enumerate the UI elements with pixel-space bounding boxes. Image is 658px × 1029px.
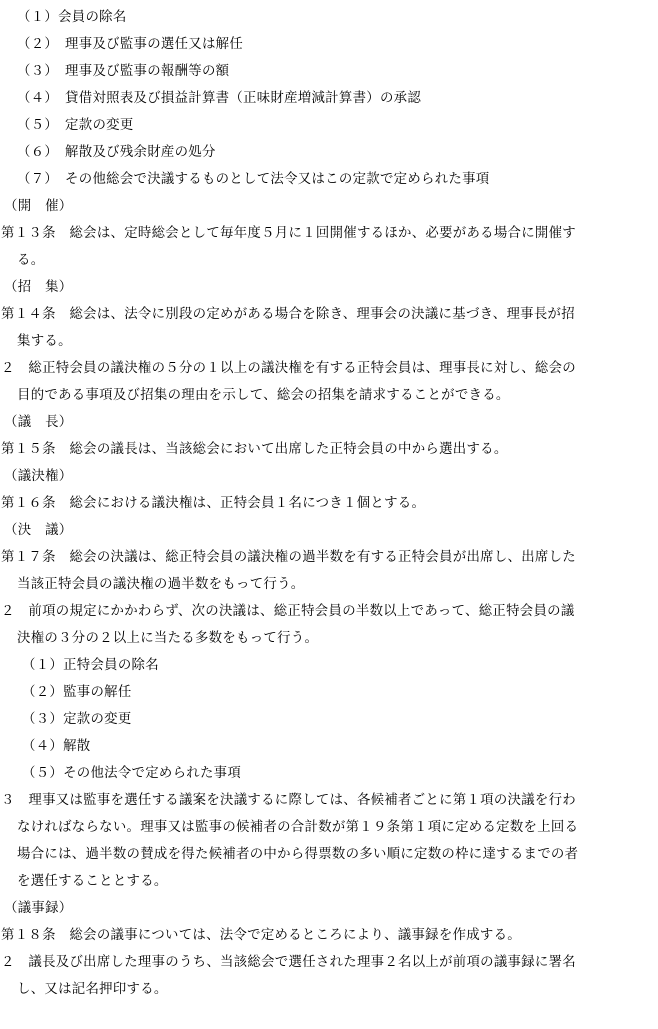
text-line: （１）正特会員の除名 bbox=[22, 658, 159, 673]
text-line: （６） 解散及び残余財産の処分 bbox=[17, 145, 216, 160]
text-line: （議 長） bbox=[4, 415, 73, 430]
text-line: 目的である事項及び招集の理由を示して、総会の招集を請求することができる。 bbox=[17, 388, 510, 403]
text-line: を選任することとする。 bbox=[17, 874, 168, 889]
text-line: 第１５条 総会の議長は、当該総会において出席した正特会員の中から選出する。 bbox=[1, 442, 508, 457]
text-line: （議事録） bbox=[4, 901, 73, 916]
text-line: （開 催） bbox=[4, 199, 73, 214]
text-line: （３）定款の変更 bbox=[22, 712, 132, 727]
text-line: （５）その他法令で定められた事項 bbox=[22, 766, 242, 781]
text-line: ２ 前項の規定にかかわらず、次の決議は、総正特会員の半数以上であって、総正特会員の議 bbox=[1, 604, 575, 619]
text-line: （決 議） bbox=[4, 523, 73, 538]
text-line: 決権の３分の２以上に当たる多数をもって行う。 bbox=[17, 631, 319, 646]
text-line: （１）会員の除名 bbox=[17, 10, 127, 25]
text-line: （７） その他総会で決議するものとして法令又はこの定款で定められた事項 bbox=[17, 172, 490, 187]
text-line: 集する。 bbox=[17, 334, 72, 349]
text-line: （３） 理事及び監事の報酬等の額 bbox=[17, 64, 230, 79]
text-line: （４）解散 bbox=[22, 739, 91, 754]
text-line: 当該正特会員の議決権の過半数をもって行う。 bbox=[17, 577, 305, 592]
text-line: る。 bbox=[17, 253, 45, 268]
text-line: し、又は記名押印する。 bbox=[17, 982, 168, 997]
text-line: 第１４条 総会は、法令に別段の定めがある場合を除き、理事会の決議に基づき、理事長が招 bbox=[1, 307, 575, 322]
text-line: ３ 理事又は監事を選任する議案を決議するに際しては、各候補者ごとに第１項の決議を行わ bbox=[1, 793, 577, 808]
text-line: （５） 定款の変更 bbox=[17, 118, 134, 133]
text-line: 第１３条 総会は、定時総会として毎年度５月に１回開催するほか、必要がある場合に開催す bbox=[1, 226, 577, 241]
text-line: （２）監事の解任 bbox=[22, 685, 132, 700]
text-line: （招 集） bbox=[4, 280, 73, 295]
text-line: ２ 総正特会員の議決権の５分の１以上の議決権を有する正特会員は、理事長に対し、総会の bbox=[1, 361, 577, 376]
text-line: 第１６条 総会における議決権は、正特会員１名につき１個とする。 bbox=[1, 496, 426, 511]
text-line: （議決権） bbox=[4, 469, 73, 484]
text-line: （２） 理事及び監事の選任又は解任 bbox=[17, 37, 244, 52]
text-line: なければならない。理事又は監事の候補者の合計数が第１９条第１項に定める定数を上回る bbox=[17, 820, 579, 835]
text-line: 第１８条 総会の議事については、法令で定めるところにより、議事録を作成する。 bbox=[1, 928, 521, 943]
text-line: ２ 議長及び出席した理事のうち、当該総会で選任された理事２名以上が前項の議事録に署名 bbox=[1, 955, 577, 970]
text-line: 第１７条 総会の決議は、総正特会員の議決権の過半数を有する正特会員が出席し、出席した bbox=[1, 550, 577, 565]
text-line: （４） 貸借対照表及び損益計算書（正味財産増減計算書）の承認 bbox=[17, 91, 422, 106]
text-line: 場合には、過半数の賛成を得た候補者の中から得票数の多い順に定数の枠に達するまでの者 bbox=[17, 847, 579, 862]
